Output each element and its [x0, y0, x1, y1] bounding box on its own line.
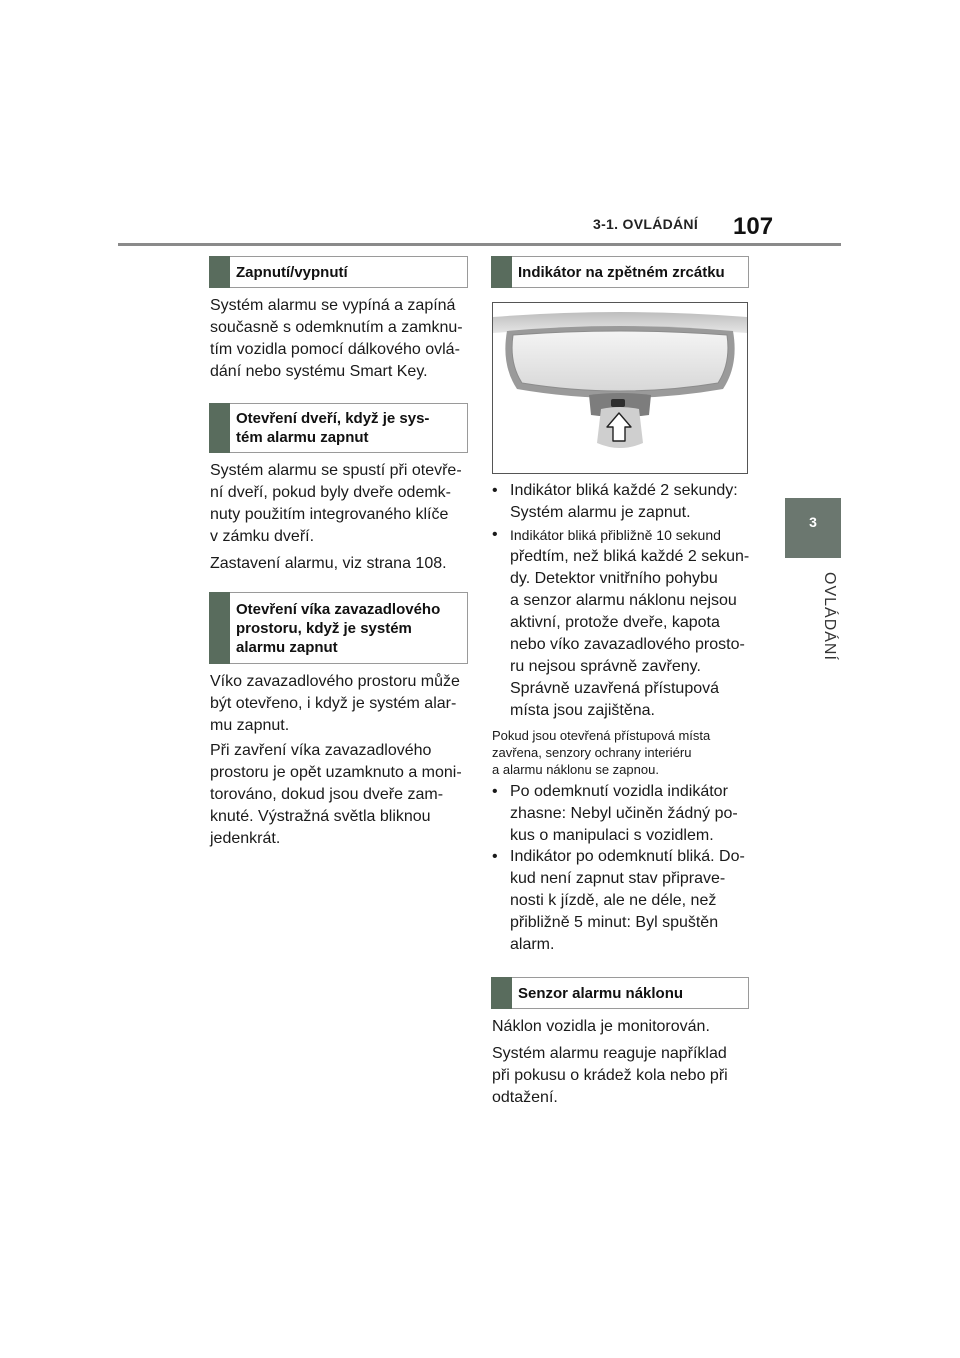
heading-tilt-sensor: [491, 977, 749, 1009]
text-line: v zámku dveří.: [210, 528, 315, 545]
heading-line: Otevření dveří, když je sys-: [236, 410, 430, 427]
text-line: místa jsou zajištěna.: [510, 702, 655, 719]
text-line: dání nebo systému Smart Key.: [210, 363, 428, 380]
text-line: Indikátor bliká každé 2 sekundy:: [510, 482, 738, 499]
heading-marker: [491, 977, 512, 1009]
mirror-illustration: [492, 302, 748, 474]
bullet-text: [510, 781, 738, 847]
text-line: předtím, než bliká každé 2 sekun-: [510, 548, 750, 565]
text-line: Indikátor bliká přibližně 10 sekund: [510, 527, 721, 543]
text-line: přibližně 5 minut: Byl spuštěn: [510, 914, 719, 931]
text-line: mu zapnut.: [210, 717, 290, 734]
text-line: nebo víko zavazadlového prosto-: [510, 636, 745, 653]
bullet-mark: •: [492, 848, 498, 865]
text-line: při pokusu o krádež kola nebo při: [492, 1067, 728, 1084]
text-line: aktivní, protože dveře, kapota: [510, 614, 720, 631]
text-line: kus o manipulaci s vozidlem.: [510, 827, 714, 844]
heading-mirror-indicator: [491, 256, 749, 288]
text-line: Indikátor po odemknutí bliká. Do-: [510, 848, 745, 865]
text-line: být otevřeno, i když je systém alar-: [210, 695, 457, 712]
chapter-tab-number: 3: [809, 514, 817, 530]
text-line: kud není zapnut stav připrave-: [510, 870, 726, 887]
note-text: [492, 727, 710, 778]
heading-text: Zapnutí/vypnutí: [236, 263, 348, 281]
heading-marker: [209, 256, 230, 288]
text-line: ní dveří, pokud byly dveře odemk-: [210, 484, 452, 501]
bullet-item: [492, 480, 752, 524]
bullet-mark: •: [492, 783, 498, 800]
text-line: ru nejsou správně zavřeny.: [510, 658, 701, 675]
text-line: prostoru je opět uzamknuto a moni-: [210, 764, 462, 781]
heading-line: tém alarmu zapnut: [236, 429, 369, 446]
bullet-text: [510, 480, 738, 524]
heading-line: prostoru, když je systém: [236, 619, 412, 637]
heading-text: Indikátor na zpětném zrcátku: [518, 263, 725, 281]
heading-doors-opened: [209, 403, 468, 453]
heading-trunk-opened: [209, 592, 468, 664]
paragraph-trunk-open: [210, 671, 460, 737]
text-line: alarm.: [510, 936, 555, 953]
bullet-item: [492, 781, 752, 847]
text-line: Po odemknutí vozidla indikátor: [510, 783, 728, 800]
heading-text: Senzor alarmu náklonu: [518, 984, 684, 1002]
paragraph-trunk-close: [210, 740, 462, 850]
text-line: Při zavření víka zavazadlového: [210, 742, 432, 759]
heading-text: [236, 409, 429, 447]
text-line: Systém alarmu reaguje například: [492, 1045, 727, 1062]
text-line: Víko zavazadlového prostoru může: [210, 673, 460, 690]
text-line: současně s odemknutím a zamknu-: [210, 319, 463, 336]
paragraph-alarm-on-off: [210, 295, 463, 383]
heading-line: alarmu zapnut: [236, 638, 338, 656]
rearview-mirror-icon: [493, 303, 747, 473]
text-line: knuté. Výstražná světla bliknou: [210, 808, 431, 825]
text-line: Systém alarmu se vypíná a zapíná: [210, 297, 456, 314]
text-line: zhasne: Nebyl učiněn žádný po-: [510, 805, 738, 822]
text-line: a alarmu náklonu se zapnou.: [492, 762, 659, 777]
section-title: 3-1. OVLÁDÁNÍ: [593, 216, 699, 232]
paragraph-tilt-monitored: Náklon vozidla je monitorován.: [492, 1018, 710, 1035]
text-line: Systém alarmu je zapnut.: [510, 504, 691, 521]
heading-marker: [209, 403, 230, 453]
text-line: Systém alarmu se spustí při otevře-: [210, 462, 462, 479]
bullet-mark: •: [492, 526, 498, 543]
text-line: Pokud jsou otevřená přístupová místa: [492, 728, 711, 743]
text-line: tím vozidla pomocí dálkového ovlá-: [210, 341, 460, 358]
text-line: nuty použitím integrovaného klíče: [210, 506, 449, 523]
text-line: nosti k jízdě, ale ne déle, než: [510, 892, 717, 909]
text-line: a senzor alarmu náklonu nejsou: [510, 592, 737, 609]
chapter-tab-label: OVLÁDÁNÍ: [821, 572, 838, 661]
text-line: Správně uzavřená přístupová: [510, 680, 720, 697]
text-line: jedenkrát.: [210, 830, 281, 847]
bullet-mark: •: [492, 482, 498, 499]
bullet-text: [510, 846, 745, 956]
heading-marker: [491, 256, 512, 288]
text-line: dy. Detektor vnitřního pohybu: [510, 570, 718, 587]
heading-zapnuti-vypnuti: [209, 256, 468, 288]
heading-marker: [209, 592, 230, 664]
paragraph-stop-alarm: Zastavení alarmu, viz strana 108.: [210, 555, 447, 572]
header-divider: [118, 243, 841, 246]
paragraph-doors-trigger: [210, 460, 462, 548]
text-line: odtažení.: [492, 1089, 558, 1106]
bullet-item: [492, 524, 752, 722]
text-line: zavřena, senzory ochrany interiéru: [492, 745, 692, 760]
heading-line: Otevření víka zavazadlového: [236, 600, 441, 618]
bullet-item: [492, 846, 752, 956]
paragraph-tilt-reaction: [492, 1043, 728, 1109]
text-line: torováno, dokud jsou dveře zam-: [210, 786, 444, 803]
page-number: 107: [733, 213, 774, 240]
heading-text: [236, 600, 440, 657]
bullet-text: [510, 524, 749, 722]
